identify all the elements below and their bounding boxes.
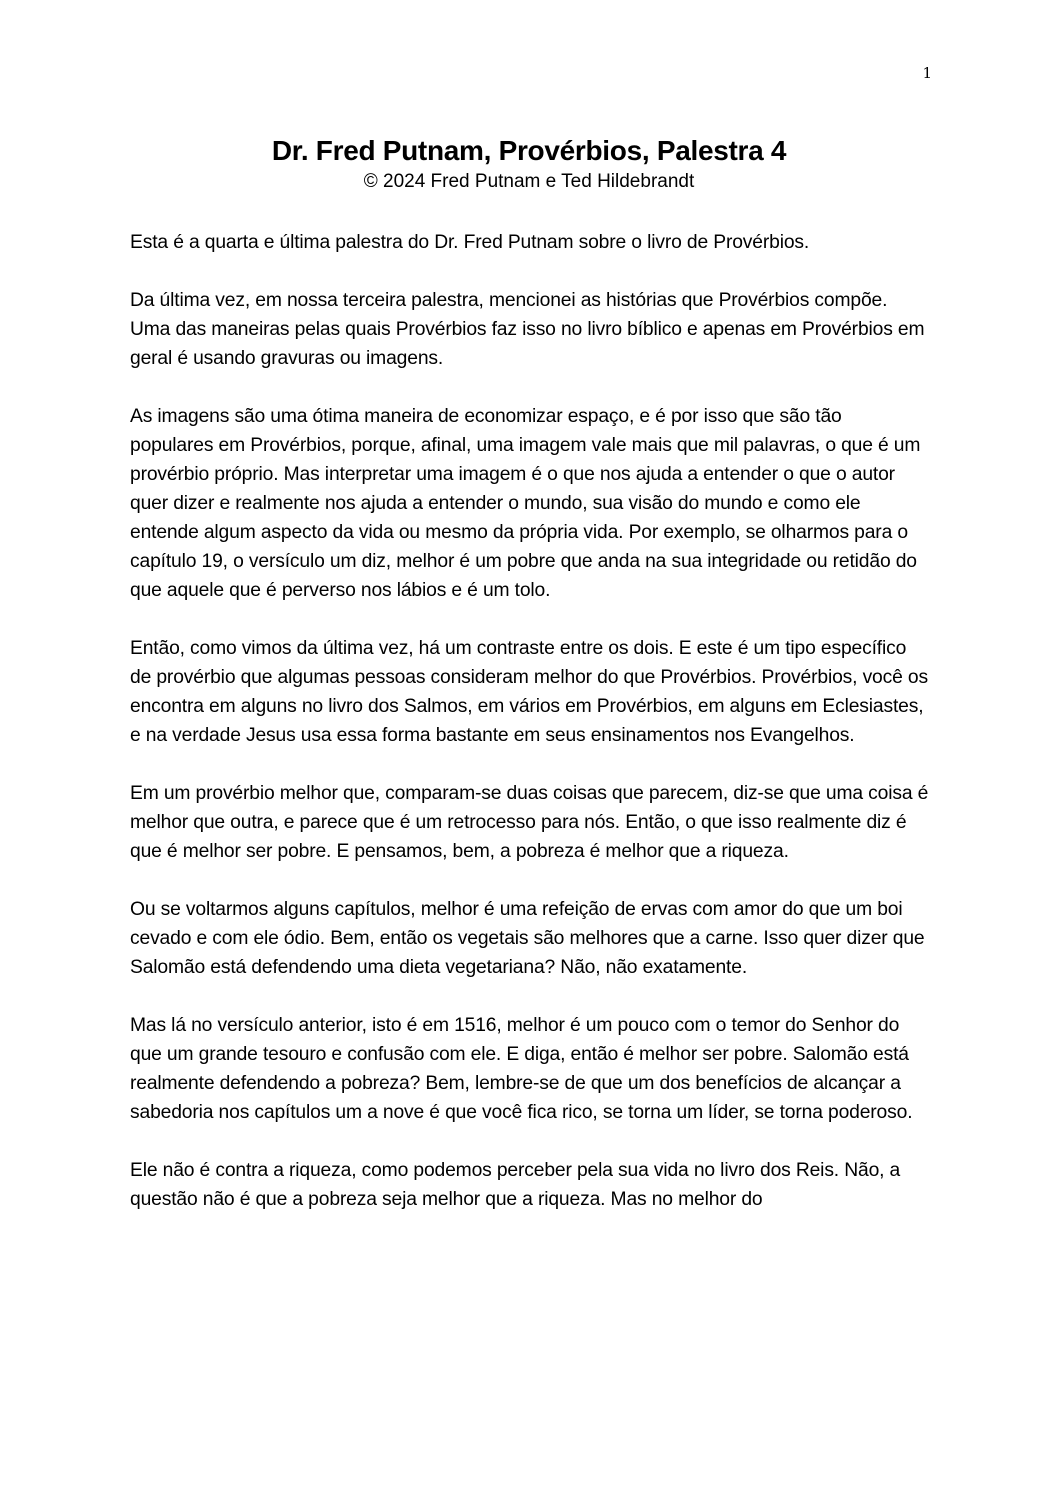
document-header (0, 133, 1058, 195)
paragraph: Em um provérbio melhor que, comparam-se duas coisas que parecem, diz-se que uma coisa é melhor que outra, e parece que é um retrocesso para nós. Então, o que isso realmente diz é que é melhor ser pobre. E pensamos, bem, a pobreza é melhor que a riqueza. (130, 783, 929, 862)
paragraph: Da última vez, em nossa terceira palestra, mencionei as histórias que Provérbios compõe. Uma das maneiras pelas quais Provérbios faz isso no livro bíblico e apenas em Provérbios em geral é usando gravuras ou imagens. (130, 290, 925, 369)
document-body (130, 228, 930, 1243)
paragraph: As imagens são uma ótima maneira de economizar espaço, e é por isso que são tão populares em Provérbios, porque, afinal, uma imagem vale mais que mil palavras, o que é um provérbio próprio. Mas interpretar uma imagem é o que nos ajuda a entender o que o autor quer dizer e realmente nos ajuda a entender o mundo, sua visão do mundo e como ele entende algum aspecto da vida ou mesmo da própria vida. Por exemplo, se olharmos para o capítulo 19, o versículo um diz, melhor é um pobre que anda na sua integridade ou retidão do que aquele que é perverso nos lábios e é um tolo. (130, 406, 921, 601)
paragraph: Esta é a quarta e última palestra do Dr. Fred Putnam sobre o livro de Provérbios. (130, 232, 810, 253)
paragraph: Então, como vimos da última vez, há um contraste entre os dois. E este é um tipo específico de provérbio que algumas pessoas consideram melhor do que Provérbios. Provérbios, você os encontra em alguns no livro dos Salmos, em vários em Provérbios, em alguns em Eclesiastes, e na verdade Jesus usa essa forma bastante em seus ensinamentos nos Evangelhos. (130, 638, 928, 746)
paragraph: Ou se voltarmos alguns capítulos, melhor é uma refeição de ervas com amor do que um boi cevado e com ele ódio. Bem, então os vegetais são melhores que a carne. Isso quer dizer que Salomão está defendendo uma dieta vegetariana? Não, não exatamente. (130, 899, 925, 978)
paragraph: Mas lá no versículo anterior, isto é em 1516, melhor é um pouco com o temor do Senhor do que um grande tesouro e confusão com ele. E diga, então é melhor ser pobre. Salomão está realmente defendendo a pobreza? Bem, lembre-se de que um dos benefícios de alcançar a sabedoria nos capítulos um a nove é que você fica rico, se torna um líder, se torna poderoso. (130, 1015, 913, 1123)
paragraph: Ele não é contra a riqueza, como podemos perceber pela sua vida no livro dos Reis. Não, a questão não é que a pobreza seja melhor que a riqueza. Mas no melhor do (130, 1160, 901, 1210)
page-number: 1 (922, 64, 932, 82)
copyright-line: © 2024 Fred Putnam e Ted Hildebrandt (363, 171, 695, 192)
document-title: Dr. Fred Putnam, Provérbios, Palestra 4 (271, 135, 787, 166)
